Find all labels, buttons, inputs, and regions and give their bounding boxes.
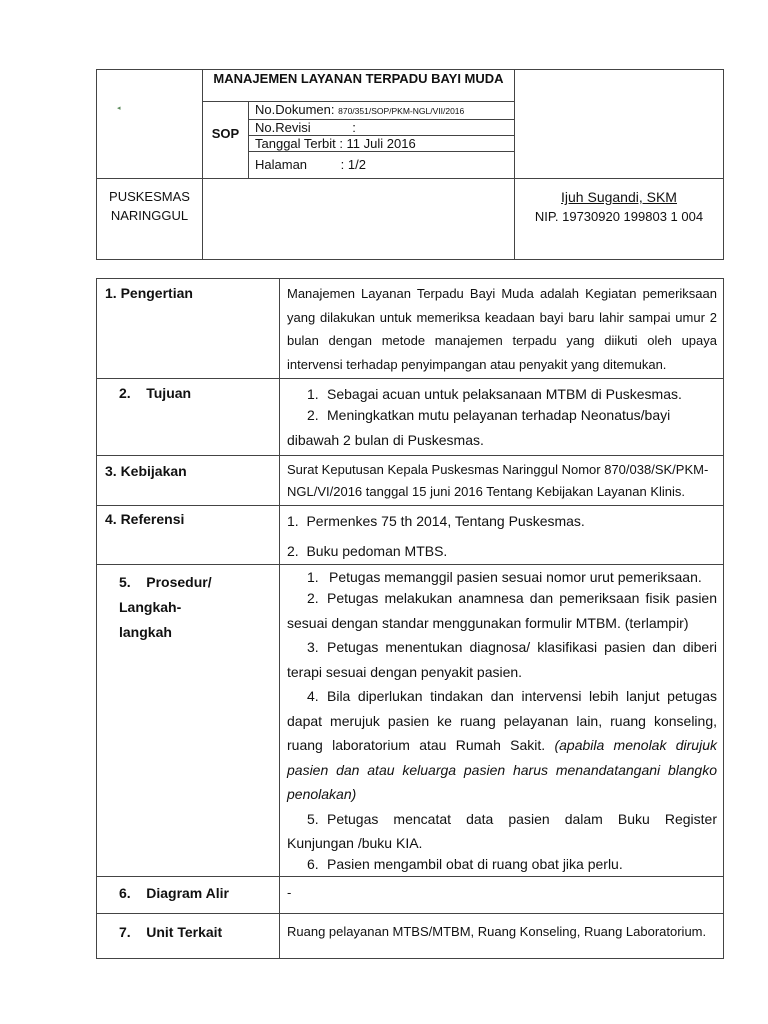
label-pengertian: 1. Pengertian: [97, 279, 280, 379]
list-tujuan: [280, 379, 724, 456]
org-name-line2: NARINGGUL: [110, 208, 189, 223]
doc-number-value: 870/351/SOP/PKM-NGL/VII/2016: [338, 106, 465, 116]
row-prosedur: [97, 565, 724, 877]
page-value: : 1/2: [340, 157, 366, 172]
text-kebijakan: Surat Keputusan Kepala Puskesmas Naringgul Nomor 870/038/SK/PKM-NGL/VI/2016 tanggal 15 juni 2016 Tentang Kebijakan Layanan Klinis.: [280, 456, 724, 506]
prosedur-item4-note: (apabila menolak dirujuk pasien dan atau keluarga pasien harus menandatangani blangko penolakan): [287, 737, 717, 802]
page-row: [249, 152, 515, 179]
logo-icon: ◂: [117, 105, 121, 112]
doc-number: [249, 102, 515, 120]
list-prosedur: [280, 565, 724, 877]
row-kebijakan: [97, 456, 724, 506]
logo-cell: [97, 70, 203, 179]
doc-number-label: No.Dokumen:: [255, 102, 335, 117]
signature-top-cell: [515, 70, 724, 179]
label-tujuan: 2. Tujuan: [97, 379, 280, 456]
revision-row: [249, 120, 515, 136]
tujuan-item: 1. Sebagai acuan untuk pelaksanaan MTBM di Puskesmas.: [307, 386, 682, 402]
label-unit: 7. Unit Terkait: [97, 914, 280, 959]
document-title: MANAJEMEN LAYANAN TERPADU BAYI MUDA: [203, 70, 515, 102]
label-kebijakan: 3. Kebijakan: [97, 456, 280, 506]
row-pengertian: [97, 279, 724, 379]
text-unit: Ruang pelayanan MTBS/MTBM, Ruang Konseling, Ruang Laboratorium.: [280, 914, 724, 959]
prosedur-item: 2. Petugas melakukan anamnesa dan pemeriksaan fisik pasien sesuai dengan standar menggunakan formulir MTBM. (terlampir): [287, 590, 717, 631]
prosedur-item: 6. Pasien mengambil obat di ruang obat jika perlu.: [307, 855, 623, 872]
page-label: Halaman: [255, 157, 308, 172]
organization-cell: [97, 179, 203, 260]
label-prosedur: [97, 565, 280, 877]
signer-nip: NIP. 19730920 199803 1 004: [534, 209, 704, 224]
tujuan-item: 2. Meningkatkan mutu pelayanan terhadap Neonatus/bayi dibawah 2 bulan di Puskesmas.: [287, 407, 671, 448]
prosedur-item: 4. Bila diperlukan tindakan dan intervensi lebih lanjut petugas dapat merujuk pasien ke ruang pelayanan lain, ruang konseling, ruang laboratorium atau Rumah Sakit. (apabila menolak dirujuk pasien dan atau keluarga pasien harus menandatangani blangko penolakan): [287, 688, 717, 802]
revision-value: :: [352, 120, 356, 135]
prosedur-list: [287, 569, 717, 873]
tujuan-list: [287, 385, 717, 453]
label-referensi: 4. Referensi: [97, 506, 280, 565]
referensi-item: 2. Buku pedoman MTBS.: [287, 543, 448, 559]
signer-name: Ijuh Sugandi, SKM: [561, 189, 677, 205]
label-prosedur-line3: langkah: [119, 624, 172, 640]
revision-label: No.Revisi: [255, 120, 311, 135]
referensi-item: 1. Permenkes 75 th 2014, Tentang Puskesmas.: [287, 513, 585, 529]
signer-cell: [515, 179, 724, 260]
sop-header-table: [96, 69, 724, 260]
org-name-line1: PUSKESMAS: [109, 189, 190, 204]
prosedur-item: 1. Petugas memanggil pasien sesuai nomor urut pemeriksaan.: [307, 569, 702, 585]
label-prosedur-line2: Langkah-: [119, 599, 182, 615]
prosedur-item: 3. Petugas menentukan diagnosa/ klasifikasi pasien dan diberi terapi sesuai dengan penyakit pasien.: [287, 639, 717, 680]
row-diagram: [97, 877, 724, 914]
label-prosedur-line1: 5. Prosedur/: [119, 574, 212, 590]
prosedur-item: 5. Petugas mencatat data pasien dalam Buku Register Kunjungan /buku KIA.: [287, 810, 717, 851]
sop-content-table: [96, 278, 724, 959]
list-referensi: [280, 506, 724, 565]
text-pengertian: Manajemen Layanan Terpadu Bayi Muda adalah Kegiatan pemeriksaan yang dilakukan untuk memeriksa keadaan bayi baru lahir sampai umur 2 bulan dengan metode manajemen terpadu yang diikuti oleh upaya intervensi terhadap penyimpangan atau penyakit yang ditemukan.: [280, 279, 724, 379]
text-diagram: -: [280, 877, 724, 914]
label-diagram: 6. Diagram Alir: [97, 877, 280, 914]
row-unit: [97, 914, 724, 959]
row-referensi: [97, 506, 724, 565]
row-tujuan: [97, 379, 724, 456]
issue-date: Tanggal Terbit : 11 Juli 2016: [249, 136, 515, 152]
sop-label: SOP: [203, 102, 249, 179]
empty-middle-cell: [203, 179, 515, 260]
